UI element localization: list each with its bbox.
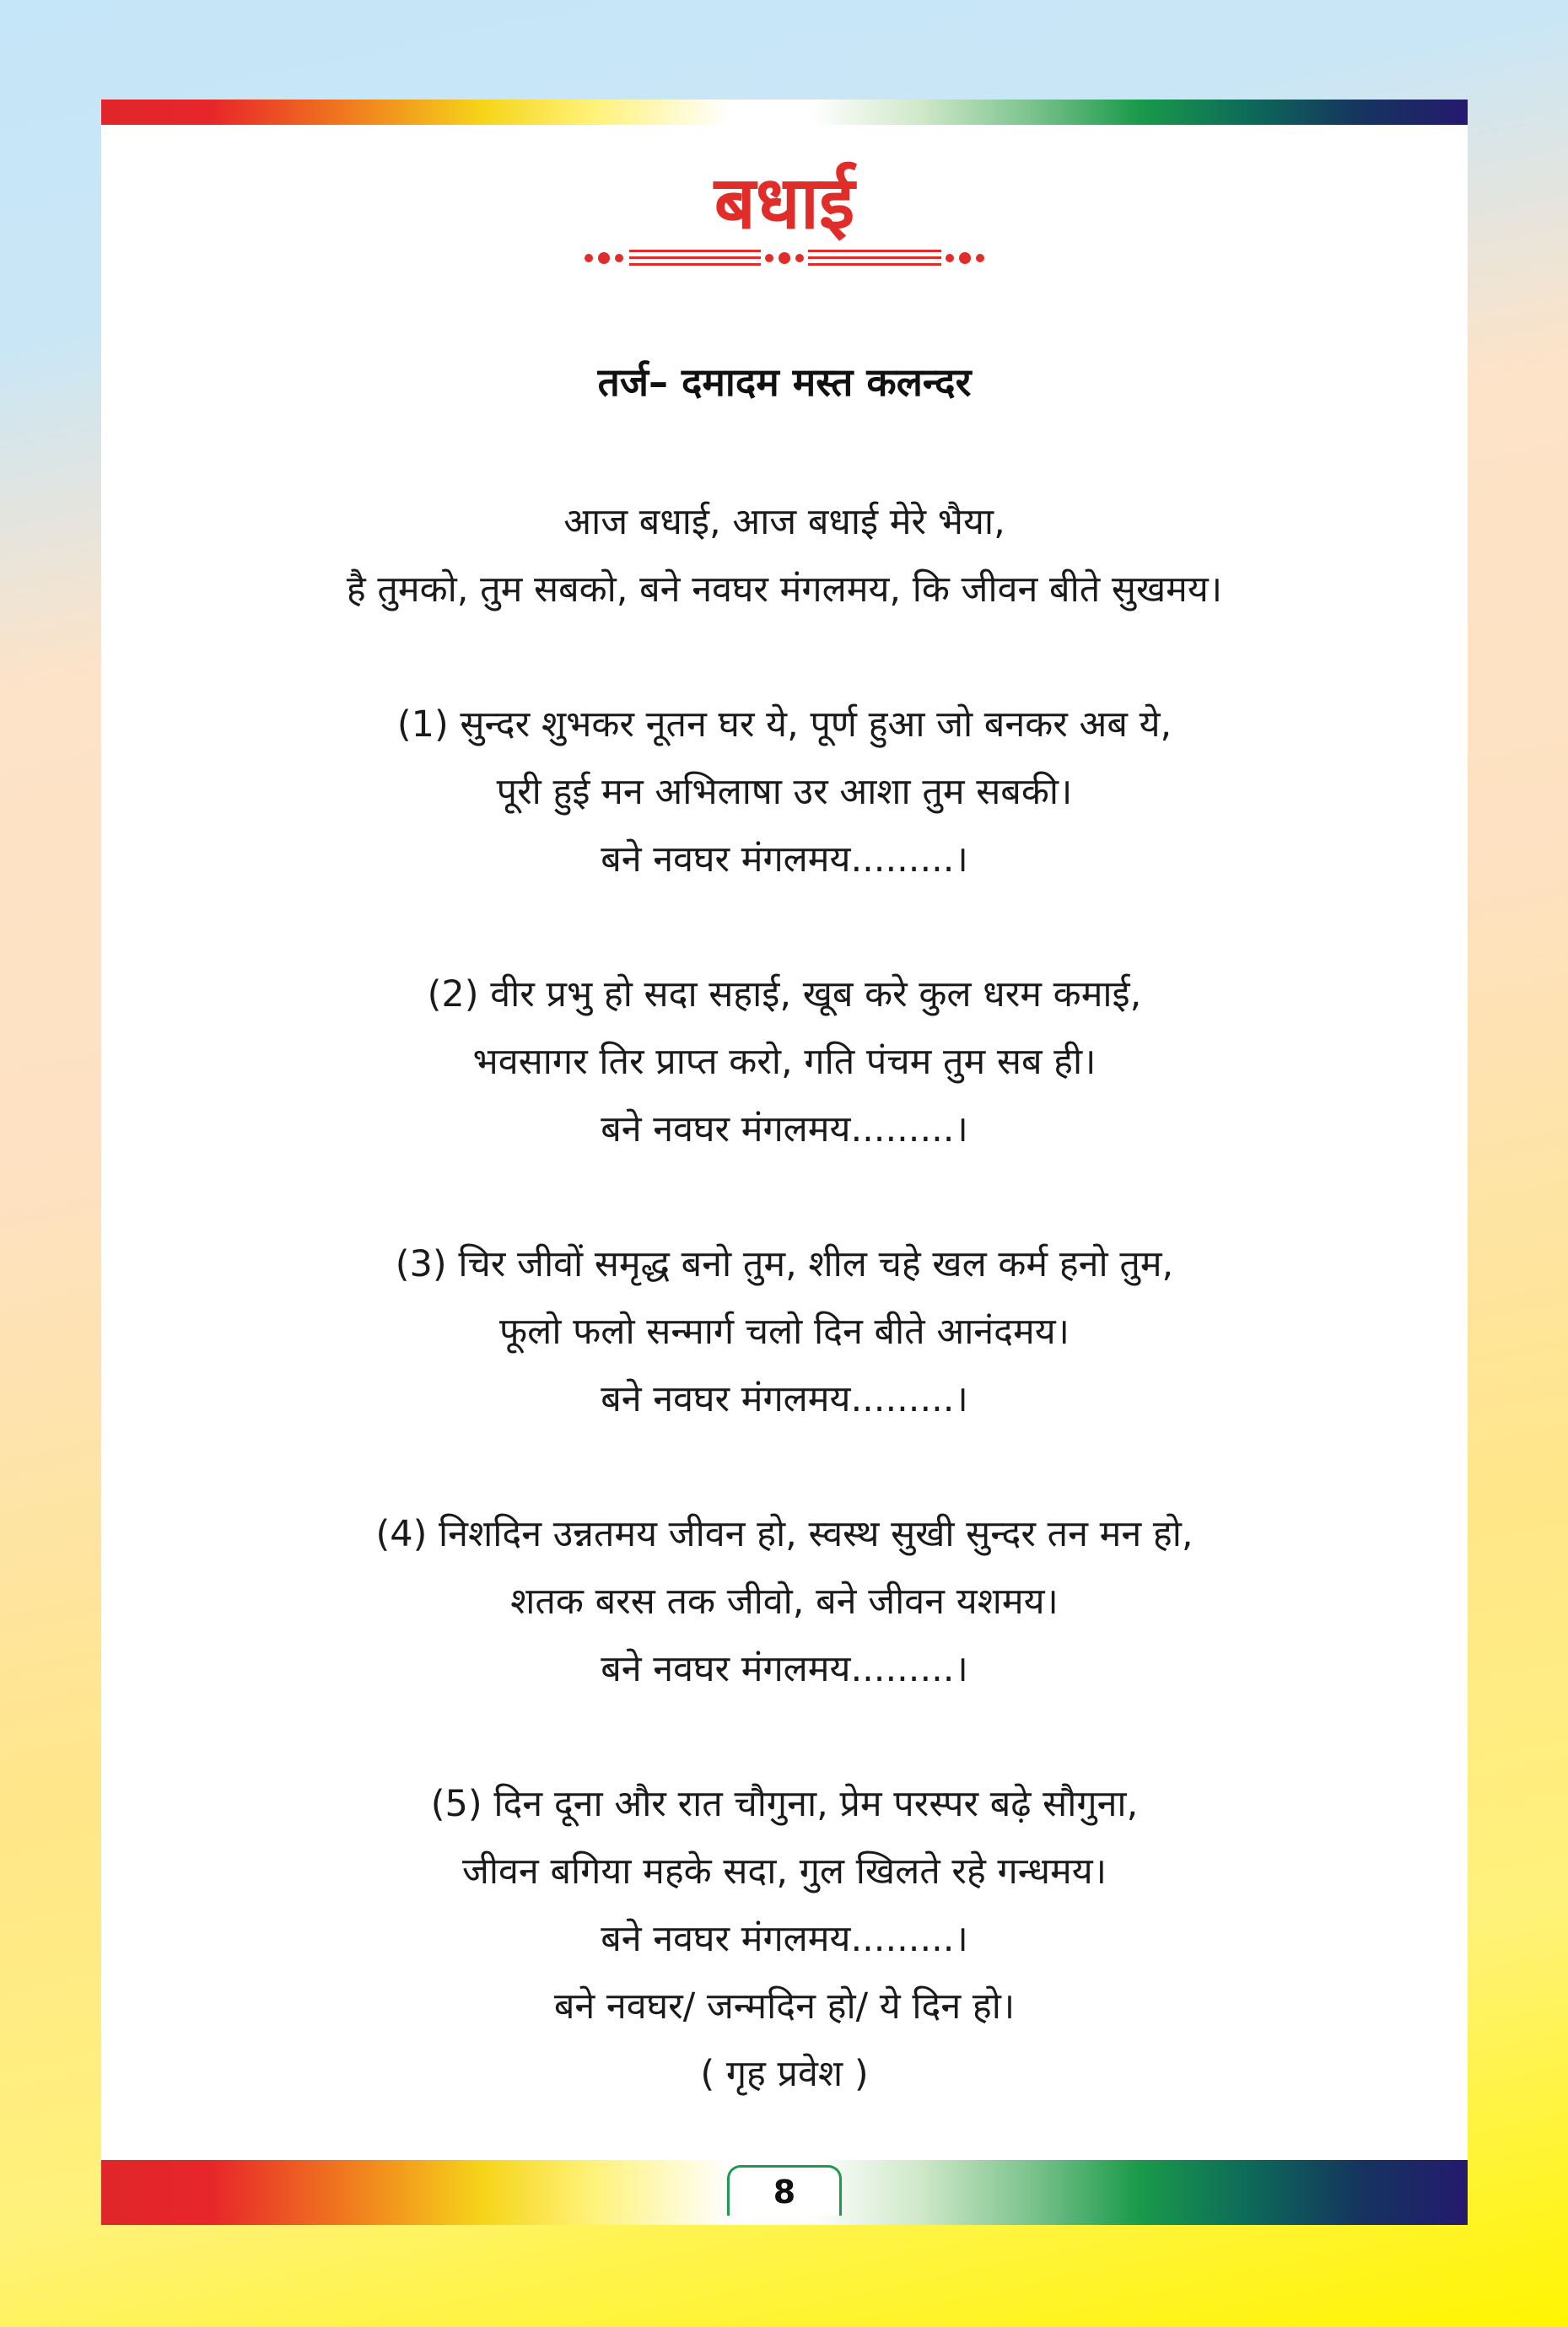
verse-2-chorus: बने नवघर मंगलमय.........। bbox=[601, 1108, 968, 1150]
title-ornament bbox=[582, 241, 987, 275]
top-color-band bbox=[101, 100, 1468, 125]
verse-5-chorus: बने नवघर मंगलमय.........। bbox=[601, 1918, 968, 1960]
tune-heading: तर्ज– दमादम मस्त कलन्दर bbox=[597, 359, 972, 405]
verse-3-chorus: बने नवघर मंगलमय.........। bbox=[601, 1378, 968, 1420]
verse-1-line-1: (1) सुन्दर शुभकर नूतन घर ये, पूर्ण हुआ जो बनकर अब ये, bbox=[396, 703, 1172, 746]
refrain-line-1: आज बधाई, आज बधाई मेरे भैया, bbox=[563, 501, 1005, 543]
verse-4-line-2: शतक बरस तक जीवो, बने जीवन यशमय। bbox=[510, 1581, 1059, 1623]
page-number: 8 bbox=[727, 2165, 842, 2216]
refrain-line-2: है तुमको, तुम सबको, बने नवघर मंगलमय, कि जीवन बीते सुखमय। bbox=[346, 568, 1223, 611]
page bbox=[101, 100, 1468, 2225]
verse-4-chorus: बने नवघर मंगलमय.........। bbox=[601, 1648, 968, 1690]
verse-2-line-1: (2) वीर प्रभु हो सदा सहाई, खूब करे कुल धरम कमाई, bbox=[427, 973, 1142, 1015]
verse-5-line-1: (5) दिन दूना और रात चौगुना, प्रेम परस्पर बढ़े सौगुना, bbox=[430, 1783, 1139, 1825]
page-title: बधाई bbox=[714, 161, 855, 245]
verse-5-line-2: जीवन बगिया महके सदा, गुल खिलते रहे गन्धमय। bbox=[461, 1850, 1107, 1893]
verse-3-line-2: फूलो फलो सन्मार्ग चलो दिन बीते आनंदमय। bbox=[499, 1311, 1070, 1353]
verse-1-line-2: पूरी हुई मन अभिलाषा उर आशा तुम सबकी। bbox=[496, 771, 1073, 813]
verse-1-chorus: बने नवघर मंगलमय.........। bbox=[601, 838, 968, 881]
verse-2-line-2: भवसागर तिर प्राप्त करो, गति पंचम तुम सब ही। bbox=[472, 1041, 1097, 1083]
verse-3-line-1: (3) चिर जीवों समृद्ध बनो तुम, शील चहे खल कर्म हनो तुम, bbox=[395, 1243, 1174, 1285]
occasion-note: ( गृह प्रवेश ) bbox=[700, 2053, 869, 2095]
verse-4-line-1: (4) निशदिन उन्नतमय जीवन हो, स्वस्थ सुखी सुन्दर तन मन हो, bbox=[375, 1513, 1194, 1555]
closing-line: बने नवघर/ जन्मदिन हो/ ये दिन हो। bbox=[553, 1985, 1016, 2028]
